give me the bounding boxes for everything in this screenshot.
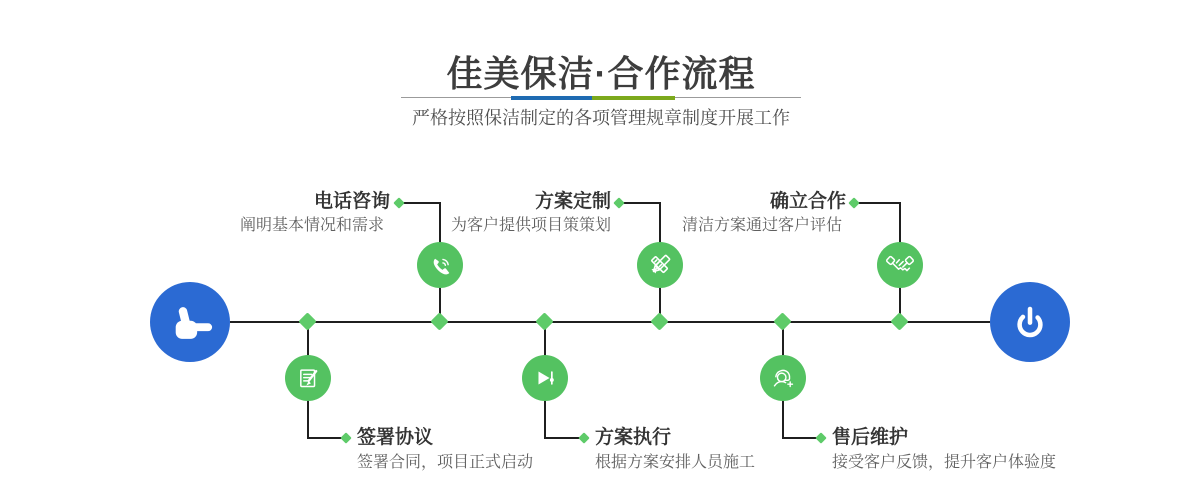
axis-diamond <box>430 312 448 330</box>
axis-diamond <box>650 312 668 330</box>
step4-title: 签署协议 <box>357 427 434 448</box>
step1-node <box>417 242 463 288</box>
label-diamond <box>815 432 826 443</box>
page-title: 佳美保洁·合作流程 <box>446 53 756 94</box>
step3-title: 确立合作 <box>769 191 846 212</box>
title-divider <box>401 97 801 98</box>
label-diamond <box>393 197 404 208</box>
step1-desc: 阐明基本情况和需求 <box>239 217 384 234</box>
step6-title: 售后维护 <box>832 427 909 448</box>
design-pencil-icon <box>645 250 675 280</box>
step4-node <box>285 355 331 401</box>
step3-node <box>877 242 923 288</box>
axis-diamond <box>773 312 791 330</box>
step5-desc: 根据方案安排人员施工 <box>595 454 756 471</box>
timeline-end-node <box>990 282 1070 362</box>
power-icon <box>1004 296 1056 348</box>
play-icon <box>530 363 560 393</box>
label-diamond <box>613 197 624 208</box>
timeline-start-node <box>150 282 230 362</box>
axis-diamond <box>535 312 553 330</box>
axis-diamond <box>298 312 316 330</box>
divider-green-segment <box>592 96 675 100</box>
step3-desc: 清洁方案通过客户评估 <box>681 217 842 234</box>
handshake-icon <box>884 249 916 281</box>
step2-desc: 为客户提供项目策策划 <box>450 217 611 234</box>
step5-node <box>522 355 568 401</box>
step6-node <box>760 355 806 401</box>
divider-blue-segment <box>511 96 592 100</box>
label-diamond <box>340 432 351 443</box>
step4-desc: 签署合同，项目正式启动 <box>357 454 534 471</box>
pointing-hand-icon <box>164 296 216 348</box>
connector-step1 <box>399 202 441 204</box>
step5-title: 方案执行 <box>595 427 672 448</box>
contract-pen-icon <box>293 363 323 393</box>
timeline-axis <box>230 321 990 323</box>
phone-icon <box>425 250 455 280</box>
axis-diamond <box>890 312 908 330</box>
connector-step2 <box>619 202 661 204</box>
step2-title: 方案定制 <box>534 191 611 212</box>
step6-desc: 接受客户反馈，提升客户体验度 <box>832 454 1057 471</box>
divider-accent <box>511 96 675 100</box>
step2-node <box>637 242 683 288</box>
label-diamond <box>578 432 589 443</box>
connector-step3 <box>854 202 901 204</box>
page-subtitle: 严格按照保洁制定的各项管理规章制度开展工作 <box>412 108 790 128</box>
step1-title: 电话咨询 <box>313 191 390 212</box>
label-diamond <box>848 197 859 208</box>
headset-agent-icon <box>768 363 798 393</box>
